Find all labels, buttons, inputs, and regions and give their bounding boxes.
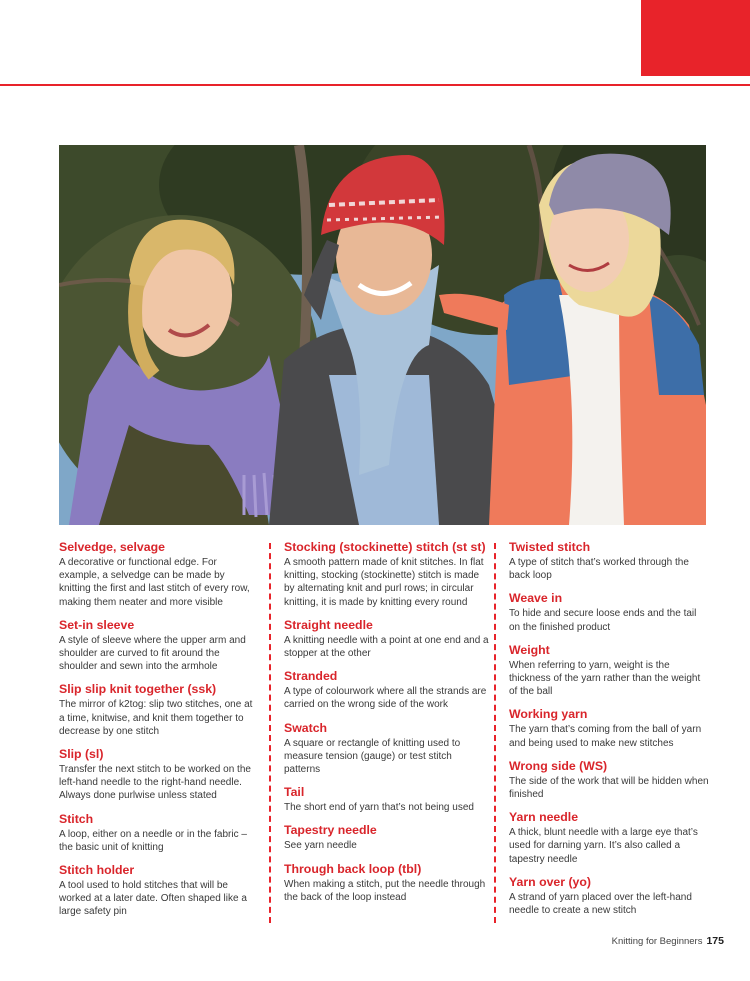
glossary-entry bbox=[509, 591, 709, 633]
glossary-entry bbox=[59, 540, 259, 609]
glossary-entry bbox=[59, 812, 259, 854]
glossary-definition: To hide and secure loose ends and the tail on the finished product bbox=[509, 608, 697, 633]
page-number: 175 bbox=[706, 935, 724, 947]
glossary-definition: The mirror of k2tog: slip two stitches, one at a time, knitwise, and knit them together to decrease by one stitch bbox=[59, 699, 253, 737]
glossary-entry bbox=[284, 721, 489, 777]
glossary-definition: A square or rectangle of knitting used to measure tension (gauge) or test stitch patterns bbox=[284, 737, 461, 776]
glossary-term: Wrong side (WS) bbox=[509, 758, 608, 773]
glossary-definition: See yarn needle bbox=[284, 840, 357, 852]
page-footer bbox=[612, 935, 724, 947]
glossary-term: Yarn over (yo) bbox=[509, 874, 592, 889]
glossary-definition: The yarn that’s coming from the ball of yarn and being used to make new stitches bbox=[509, 724, 702, 749]
glossary-entry bbox=[284, 669, 489, 711]
glossary-column-1 bbox=[59, 540, 259, 928]
hero-photo bbox=[59, 145, 706, 525]
glossary-term: Tail bbox=[284, 785, 305, 800]
glossary-entry bbox=[284, 540, 489, 609]
glossary-definition: A loop, either on a needle or in the fabric – the basic unit of knitting bbox=[59, 828, 247, 853]
glossary-definition: The short end of yarn that’s not being used bbox=[284, 802, 474, 814]
glossary-term: Twisted stitch bbox=[509, 540, 591, 554]
glossary-definition: A knitting needle with a point at one end and a stopper at the other bbox=[284, 634, 489, 660]
header-rule bbox=[0, 84, 750, 86]
glossary-term: Selvedge, selvage bbox=[59, 540, 165, 554]
glossary-definition: A decorative or functional edge. For example, a selvedge can be made by knitting the first and last stitch of every row, making them neater and more visible bbox=[59, 557, 250, 608]
glossary-term: Working yarn bbox=[509, 707, 588, 722]
glossary-definition: Transfer the next stitch to be worked on the left-hand needle to the right-hand needle. Always done purlwise unless stated bbox=[59, 764, 251, 802]
column-divider bbox=[494, 543, 496, 923]
glossary-column-2 bbox=[284, 540, 489, 913]
glossary-definition: When referring to yarn, weight is the thickness of the yarn rather than the weight of the ball bbox=[509, 659, 701, 698]
glossary-definition: A thick, blunt needle with a large eye that’s used for darning yarn. It’s also called a tapestry needle bbox=[509, 827, 698, 865]
glossary-term: Weight bbox=[509, 642, 550, 657]
glossary-entry bbox=[59, 618, 259, 674]
glossary-entry bbox=[509, 540, 709, 582]
glossary-term: Set-in sleeve bbox=[59, 617, 135, 632]
glossary-column-3 bbox=[509, 540, 709, 926]
glossary-entry bbox=[59, 863, 259, 919]
glossary-definition: A style of sleeve where the upper arm and shoulder are curved to fit around the shoulder and sewn into the armhole bbox=[59, 634, 246, 673]
glossary-term: Weave in bbox=[509, 591, 563, 606]
glossary-definition: A type of stitch that’s worked through the back loop bbox=[509, 557, 689, 582]
glossary-definition: A type of colourwork where all the strands are carried on the wrong side of the work bbox=[284, 686, 487, 711]
glossary-entry bbox=[284, 862, 489, 904]
glossary-entry bbox=[284, 823, 489, 852]
glossary-definition: A strand of yarn placed over the left-hand needle to create a new stitch bbox=[509, 891, 692, 917]
glossary-term: Stranded bbox=[284, 669, 338, 684]
glossary-term: Through back loop (tbl) bbox=[284, 861, 422, 876]
glossary-term: Tapestry needle bbox=[284, 823, 377, 838]
glossary-entry bbox=[509, 643, 709, 699]
glossary-entry bbox=[59, 747, 259, 803]
glossary-term: Yarn needle bbox=[509, 810, 579, 825]
glossary-entry bbox=[509, 759, 709, 801]
glossary-entry bbox=[509, 875, 709, 917]
glossary-entry bbox=[284, 785, 489, 814]
glossary-entry bbox=[509, 810, 709, 866]
glossary-term: Stocking (stockinette) stitch (st st) bbox=[284, 540, 486, 554]
glossary-term: Stitch bbox=[59, 811, 94, 826]
glossary-definition: A smooth pattern made of knit stitches. In flat knitting, stocking (stockinette) stitch is made by alternating knit and purl rows; in circular knitting, it is made by knitting every round bbox=[284, 557, 484, 608]
glossary-term: Straight needle bbox=[284, 617, 373, 632]
glossary-term: Swatch bbox=[284, 720, 328, 735]
running-title: Knitting for Beginners bbox=[611, 936, 703, 947]
glossary-entry bbox=[509, 707, 709, 749]
section-color-tab bbox=[641, 0, 750, 76]
glossary-term: Slip slip knit together (ssk) bbox=[59, 682, 217, 697]
column-divider bbox=[269, 543, 271, 923]
glossary-entry bbox=[284, 618, 489, 660]
glossary-term: Slip (sl) bbox=[59, 747, 104, 762]
glossary-definition: When making a stitch, put the needle through the back of the loop instead bbox=[284, 878, 486, 903]
glossary-definition: The side of the work that will be hidden when finished bbox=[509, 775, 709, 801]
glossary-term: Stitch holder bbox=[59, 863, 135, 878]
glossary-definition: A tool used to hold stitches that will be worked at a later date. Often shaped like a large safety pin bbox=[59, 880, 247, 918]
glossary-entry bbox=[59, 682, 259, 738]
